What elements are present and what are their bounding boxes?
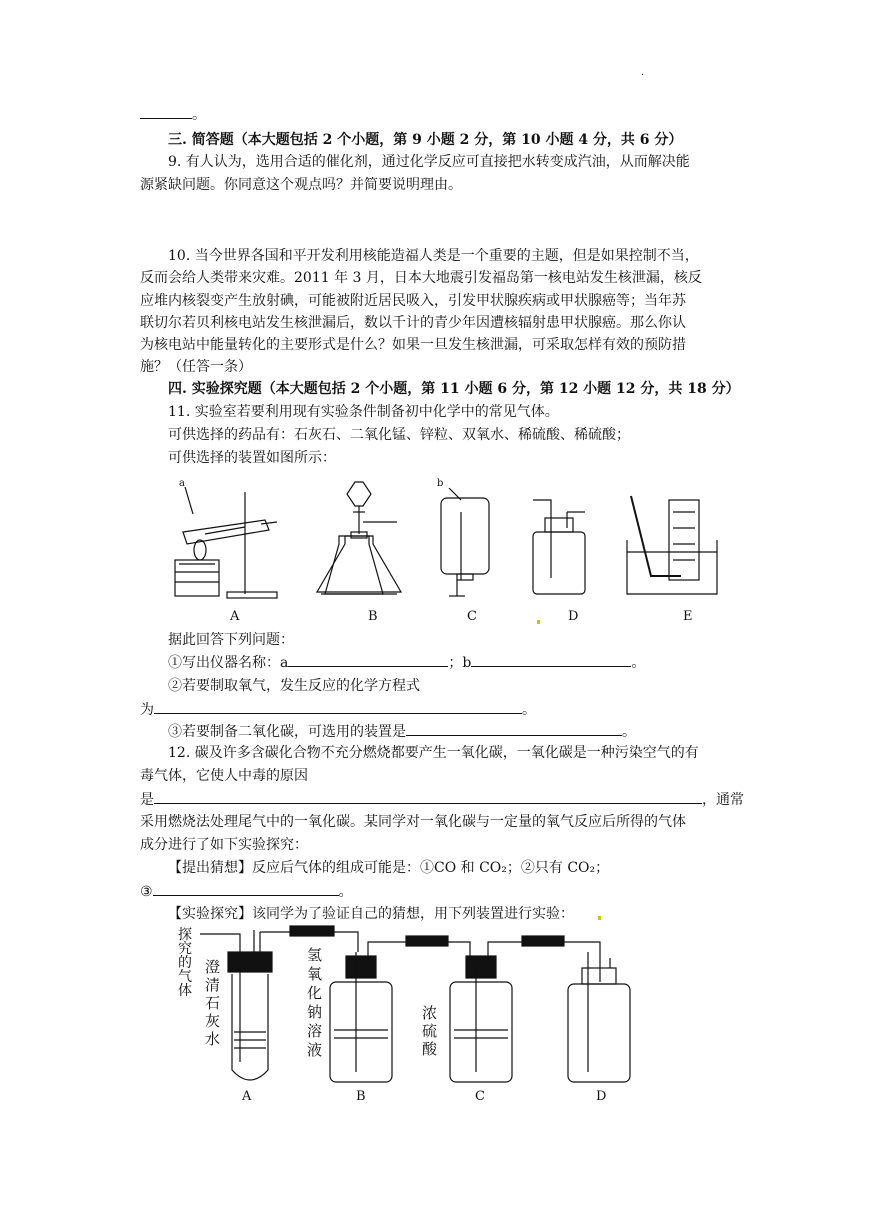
section-3-heading: 三. 简答题（本大题包括 2 个小题，第 9 小题 2 分，第 10 小题 4 分，共 6 分） xyxy=(168,132,683,148)
chain-apparatus-d xyxy=(568,952,630,1082)
q11-part-2-answer: 为 。 xyxy=(140,699,536,720)
q10-line-1: 10. 当今世界各国和平开发利用核能造福人类是一个重要的主题，但是如果控制不当， xyxy=(168,248,699,264)
apparatus-e xyxy=(627,496,717,594)
marker-a: a xyxy=(179,478,185,489)
marker-b: b xyxy=(437,478,444,489)
blank-instrument-b[interactable] xyxy=(471,652,631,667)
header-dot: · xyxy=(641,70,645,81)
q12-hypothesis: 【提出猜想】反应后气体的组成可能是：①CO 和 CO₂；②只有 CO₂； xyxy=(168,860,610,876)
q12-line-1: 12. 碳及许多含碳化合物不充分燃烧都要产生一氧化碳，一氧化碳是一种污染空气的有 xyxy=(168,745,699,761)
chain-label-b: B xyxy=(356,1089,366,1104)
q11-line-2: 可供选择的药品有：石灰石、二氧化锰、锌粒、双氧水、稀硫酸、稀硫酸； xyxy=(168,427,630,443)
section-4-heading: 四. 实验探究题（本大题包括 2 个小题，第 11 小题 6 分，第 12 小题 12 分，共 18 分） xyxy=(168,381,740,397)
apparatus-label-d: D xyxy=(568,609,579,624)
q10-line-2: 反而会给人类带来灾难。2011 年 3 月，日本大地震引发福岛第一核电站发生核泄漏，核反 xyxy=(140,270,702,286)
limewater-label: 澄 清 石 灰 水 xyxy=(205,958,221,1048)
gas-label: 探 究 的 气 体 xyxy=(178,927,192,999)
apparatus-label-c: C xyxy=(467,609,477,624)
q11-line-3: 可供选择的装置如图所示： xyxy=(168,450,336,466)
answer-blank-line: 。 xyxy=(140,104,206,125)
sulfuric-acid-label: 浓 硫 酸 xyxy=(422,1004,438,1058)
chain-apparatus-c xyxy=(450,942,522,1082)
apparatus-c xyxy=(437,478,489,596)
q11-line-4: 据此回答下列问题： xyxy=(168,632,294,648)
ink-speck xyxy=(537,620,540,624)
q10-line-5: 为核电站中能量转化的主要形式是什么？如果一旦发生核泄漏，可采取怎样有效的预防措 xyxy=(140,337,686,353)
q12-line-2: 毒气体，它使人中毒的原因 xyxy=(140,768,308,784)
q10-line-6: 施？（任答一条） xyxy=(140,359,252,375)
blank-co2-apparatus[interactable] xyxy=(406,721,622,736)
naoh-label: 氢 氧 化 钠 溶 液 xyxy=(307,946,323,1059)
blank-hypothesis-3[interactable] xyxy=(153,881,339,896)
chain-label-d: D xyxy=(596,1089,607,1104)
apparatus-d xyxy=(533,500,585,594)
q10-line-3: 应堆内核裂变产生放射碘，可能被附近居民吸入，引发甲状腺疾病或甲状腺癌等；当年苏 xyxy=(140,293,686,309)
chain-label-c: C xyxy=(475,1089,485,1104)
apparatus-b xyxy=(317,482,401,594)
q9-line-2: 源紧缺问题。你同意这个观点吗？并简要说明理由。 xyxy=(140,177,462,193)
q12-hypothesis-3: ③ 。 xyxy=(140,881,353,902)
answer-blank[interactable] xyxy=(140,104,192,119)
q12-line-5: 成分进行了如下实验探究： xyxy=(140,837,308,853)
chain-label-a: A xyxy=(242,1089,252,1104)
q11-line-1: 11. 实验室若要利用现有实验条件制备初中化学中的常见气体。 xyxy=(168,404,559,420)
apparatus-figure-1 xyxy=(165,472,725,632)
q12-experiment: 【实验探究】该同学为了验证自己的猜想，用下列装置进行实验： xyxy=(168,906,574,922)
blank-equation[interactable] xyxy=(154,699,522,714)
blank-poison-reason[interactable] xyxy=(154,789,702,804)
q12-line-3: 是 ，通常 xyxy=(140,789,744,810)
apparatus-label-e: E xyxy=(683,609,693,624)
blank-instrument-a[interactable] xyxy=(288,652,448,667)
apparatus-figure-2 xyxy=(170,922,650,1102)
apparatus-label-b: B xyxy=(368,609,378,624)
q9-line-1: 9. 有人认为，选用合适的催化剂，通过化学反应可直接把水转变成汽油，从而解决能 xyxy=(168,154,690,170)
q11-part-3: ③若要制备二氧化碳，可选用的装置是 。 xyxy=(168,721,636,742)
apparatus-label-a: A xyxy=(230,609,240,624)
q11-part-1: ①写出仪器名称：a ；b 。 xyxy=(168,652,645,673)
q10-line-4: 联切尔若贝利核电站发生核泄漏后，数以千计的青少年因遭核辐射患甲状腺癌。那么你认 xyxy=(140,315,686,331)
q12-line-4: 采用燃烧法处理尾气中的一氧化碳。某同学对一氧化碳与一定量的氧气反应后所得的气体 xyxy=(140,814,686,830)
q11-part-2: ②若要制取氧气，发生反应的化学方程式 xyxy=(168,678,420,694)
ink-speck-2 xyxy=(598,916,601,920)
chain-apparatus-b xyxy=(330,942,406,1082)
apparatus-a xyxy=(175,478,277,598)
